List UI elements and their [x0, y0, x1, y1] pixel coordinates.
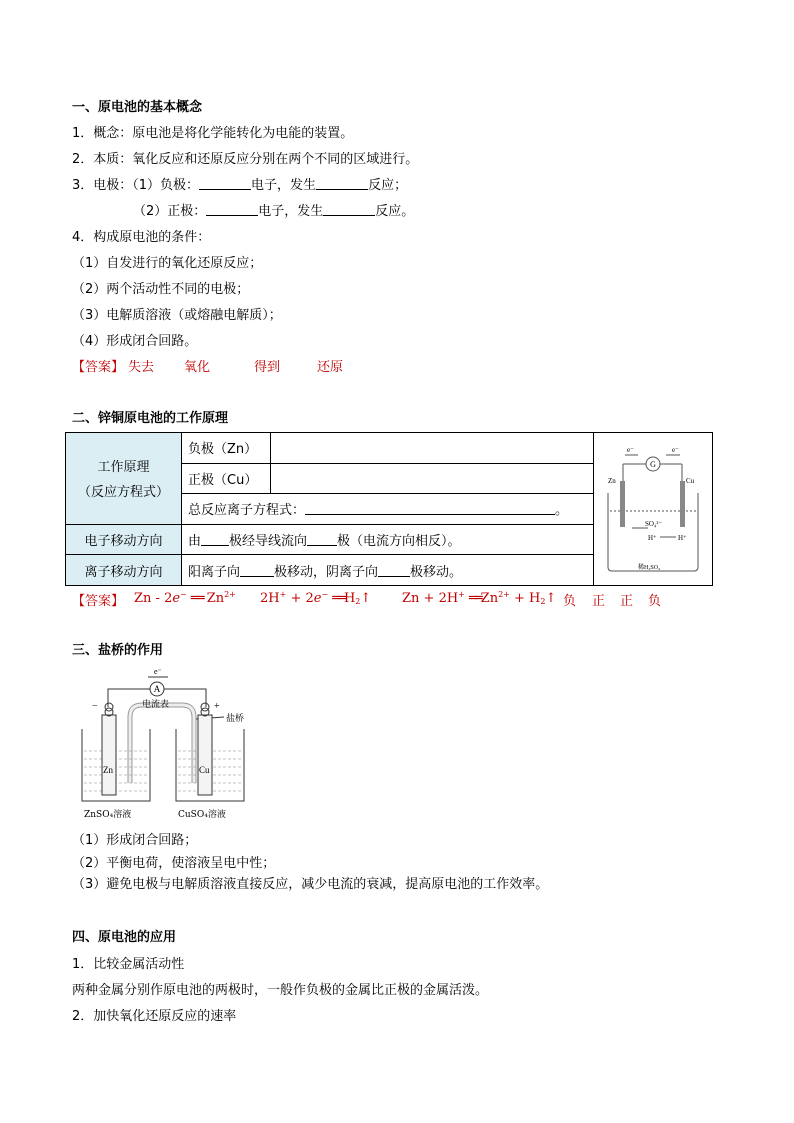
cu-label: Cu: [686, 477, 695, 485]
zn-label: Zn: [608, 477, 616, 485]
total-end: 。: [555, 503, 569, 519]
s1-line-9: （4）形成闭合回路。: [72, 334, 198, 349]
s4-line-3: 2．加快氧化还原反应的速率: [72, 1009, 237, 1024]
s1-line-5: 4．构成原电池的条件：: [72, 230, 211, 245]
ammeter-text: 电流表: [142, 700, 170, 710]
answer-tag: 【答案】: [72, 360, 125, 375]
answer-1: 失去: [128, 360, 155, 375]
minus-label: −: [92, 701, 98, 712]
section-4-title: 四、原电池的应用: [72, 930, 177, 945]
eq-part: +: [279, 590, 287, 599]
ion-direction-head: 离子移动方向: [66, 555, 182, 586]
zn-electrode: [102, 715, 116, 795]
s1-line-7: （2）两个活动性不同的电极；: [72, 282, 250, 297]
s4-line-2: 两种金属分别作原电池的两极时，一般作负极的金属比正极的金属活泼。: [72, 983, 489, 998]
s1-line-6: （1）自发进行的氧化还原反应；: [72, 256, 263, 271]
s1-l3-b: 电子，发生: [251, 178, 317, 193]
h-ion-label-2: H⁺: [678, 534, 687, 542]
blank: [323, 203, 375, 216]
electron-label: e⁻: [154, 667, 162, 676]
eq-part: + 2: [286, 591, 314, 606]
cu-electrode: [680, 481, 685, 527]
h-ion-label-1: H⁺: [648, 534, 657, 542]
salt-bridge-label: 盐桥: [226, 714, 245, 724]
i-c: 极移动。: [410, 564, 463, 580]
section-2-title: 二、锌铜原电池的工作原理: [72, 411, 229, 426]
answer-2: 氧化: [184, 360, 211, 375]
answer-dir-2: 正: [592, 594, 606, 609]
i-b: 极移动，阴离子向: [274, 564, 379, 580]
s1-line-3: [72, 177, 407, 195]
zn-cu-cell-figure: [600, 433, 706, 581]
neg-label: 负极（Zn）: [182, 433, 271, 464]
e-b: 极经导线流向: [229, 534, 308, 550]
eq-part: 2: [540, 597, 546, 606]
row-head-1b: （反应方程式）: [77, 485, 169, 501]
e-c: 极（电流方向相反）。: [337, 534, 461, 550]
answer-dir-1: 负: [563, 594, 577, 609]
blank: [316, 177, 368, 190]
answer-negative-equation: Zn - 2e− ══ $Zn^{2+}$: [134, 590, 236, 606]
answer-4: 还原: [317, 360, 344, 375]
zn-label: Zn: [103, 765, 113, 775]
electron-label-1: e⁻: [627, 446, 634, 454]
total-label: 总反应离子方程式：: [188, 503, 306, 519]
eq-part: +: [458, 590, 465, 599]
zn-electrode: [620, 481, 625, 527]
galvanometer-label: G: [650, 460, 656, 469]
s1-line-1: 1．概念：原电池是将化学能转化为电能的装置。: [72, 126, 354, 141]
answer-tag: 【答案】: [72, 594, 125, 609]
s1-line-8: （3）电解质溶液（或熔融电解质）；: [72, 308, 282, 323]
eq-part: 2+: [224, 590, 236, 599]
blank: [201, 533, 229, 546]
electron-label-2: e⁻: [672, 446, 679, 454]
s3-line-2: （2）平衡电荷，使溶液呈电中性；: [72, 856, 276, 871]
s3-line-1: （1）形成闭合回路；: [72, 833, 198, 848]
blank: [305, 502, 555, 515]
answer-3: 得到: [254, 360, 281, 375]
working-principle-table: [65, 432, 713, 586]
s1-line-4: [133, 203, 414, 221]
cu-label: Cu: [199, 765, 210, 775]
ion-direction-cell: [182, 555, 594, 586]
blank: [378, 564, 410, 577]
electron-direction-cell: [182, 524, 594, 555]
ammeter-label: A: [153, 684, 161, 694]
neg-cell: [271, 433, 594, 464]
row-head-principle: [66, 433, 182, 525]
salt-bridge-figure: [78, 665, 278, 825]
s1-l3-c: 反应；: [368, 178, 408, 193]
eq-part: Zn + 2H: [402, 591, 459, 606]
eq-part: 2+: [498, 590, 510, 599]
section-3-title: 三、盐桥的作用: [72, 643, 164, 658]
i-a: 阳离子向: [188, 564, 241, 580]
blank: [206, 203, 258, 216]
eq-part: + H: [509, 591, 541, 606]
answer-dir-3: 正: [620, 594, 634, 609]
eq-part: ↑: [545, 591, 557, 606]
blank: [240, 564, 274, 577]
eq-part: H: [343, 591, 356, 606]
s1-l4-b: 电子，发生: [258, 204, 324, 219]
eq-part: Zn - 2: [134, 591, 173, 606]
row-head-1a: 工作原理: [97, 460, 150, 476]
total-equation-cell: [182, 494, 594, 525]
plus-label: +: [214, 701, 220, 712]
acid-label: 稀H₂SO₄: [638, 565, 661, 571]
s1-answer: [72, 359, 344, 377]
section-1-title: 一、原电池的基本概念: [72, 100, 203, 115]
s1-line-2: 2．本质：氧化反应和还原反应分别在两个不同的区域进行。: [72, 152, 419, 167]
eq-part: e: [313, 591, 322, 606]
eq-part: 2H: [260, 591, 280, 606]
eq-part: Zn: [206, 591, 225, 606]
blank: [199, 177, 251, 190]
s1-l4-c: 反应。: [375, 204, 415, 219]
eq-part: e: [172, 591, 181, 606]
eq-part: ↑: [360, 591, 372, 606]
electron-direction-head: 电子移动方向: [66, 524, 182, 555]
pos-label: 正极（Cu）: [182, 463, 271, 494]
answer-dir-4: 负: [648, 594, 662, 609]
s3-line-3: （3）避免电极与电解质溶液直接反应，减少电流的衰减，提高原电池的工作效率。: [72, 877, 549, 892]
cuso4-label: CuSO₄溶液: [178, 810, 226, 820]
znso4-label: ZnSO₄溶液: [84, 810, 132, 820]
s1-l3-a: 3．电极：（1）负极：: [72, 178, 200, 193]
sulfate-label: SO₄²⁻: [645, 520, 663, 528]
cu-electrode: [198, 715, 212, 795]
s1-l4-a: （2）正极：: [133, 204, 207, 219]
e-a: 由: [188, 534, 202, 550]
s4-line-1: 1．比较金属活动性: [72, 957, 185, 972]
answer-positive-equation: 2H+ + 2e− $══H_2↑$: [260, 590, 372, 606]
pos-cell: [271, 463, 594, 494]
blank: [307, 533, 337, 546]
eq-part: 2: [355, 597, 361, 606]
eq-part: Zn: [480, 591, 499, 606]
figure-cell: [594, 433, 713, 586]
answer-total-equation: Zn + 2H+ $══Zn^{2+}$ + $H_2↑$: [402, 590, 557, 606]
